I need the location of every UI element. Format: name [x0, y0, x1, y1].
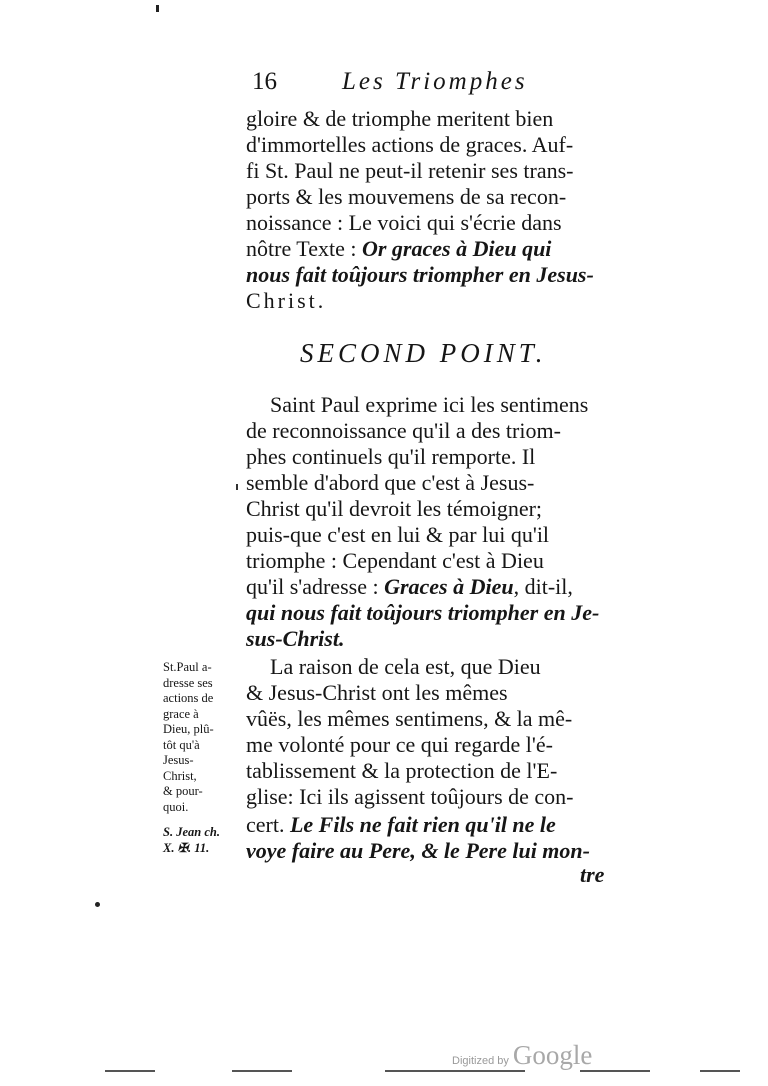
page-header: [252, 68, 528, 96]
quote-lead: nôtre Texte :: [246, 236, 362, 261]
ink-dot: [95, 902, 100, 907]
body-line: [246, 574, 573, 600]
body-line: noissance : Le voici qui s'écrie dans: [246, 210, 562, 235]
scan-edge-line: [580, 1070, 650, 1072]
scan-edge-line: [700, 1070, 740, 1072]
body-line: [246, 236, 551, 262]
quote-trail: , dit-il,: [513, 574, 573, 599]
margin-note: [163, 660, 238, 856]
section-heading: SECOND POINT.: [300, 338, 547, 368]
scripture-quote: Le Fils ne fait rien qu'il ne le: [289, 812, 556, 837]
body-line: gloire & de triomphe meritent bien: [246, 106, 554, 131]
margin-note-line: dresse ses: [163, 675, 213, 690]
watermark-prefix: Digitized by: [452, 1055, 509, 1067]
ink-dot: [236, 484, 238, 490]
catchword: tre: [580, 862, 605, 887]
margin-reference: X. ✠. 11.: [163, 840, 210, 855]
scan-edge-line: [385, 1070, 525, 1072]
margin-note-line: quoi.: [163, 799, 189, 814]
quote-lead: qu'il s'adresse :: [246, 574, 385, 599]
scripture-quote: Or graces à Dieu qui: [361, 236, 552, 261]
scan-edge-line: [232, 1070, 292, 1072]
google-watermark: [452, 1040, 592, 1071]
scripture-quote: Christ.: [246, 288, 327, 313]
body-line: triomphe : Cependant c'est à Dieu: [246, 548, 544, 573]
body-line: fi St. Paul ne peut-il retenir ses trans-: [246, 158, 574, 183]
scripture-quote: voye faire au Pere, & le Pere lui mon-: [246, 838, 590, 863]
body-line: La raison de cela est, que Dieu: [270, 654, 541, 679]
margin-note-line: Christ,: [163, 768, 197, 783]
margin-reference: S. Jean ch.: [163, 825, 220, 839]
body-line: ports & les mouvemens de sa recon-: [246, 184, 567, 209]
quote-lead: cert.: [246, 812, 290, 837]
margin-note-line: Dieu, plû-: [163, 722, 214, 736]
body-line: me volonté pour ce qui regarde l'é-: [246, 732, 553, 757]
margin-note-line: & pour-: [163, 784, 203, 798]
body-line: glise: Ici ils agissent toûjours de con-: [246, 784, 574, 809]
body-line: phes continuels qu'il remporte. Il: [246, 444, 536, 469]
margin-note-line: Jesus-: [163, 753, 194, 767]
margin-note-line: actions de: [163, 691, 214, 705]
margin-note-line: St.Paul a-: [163, 660, 212, 674]
scripture-quote: Graces à Dieu: [384, 574, 514, 599]
running-head: Les Triomphes: [342, 68, 528, 95]
body-line: de reconnoissance qu'il a des triom-: [246, 418, 561, 443]
body-line: tablissement & la protection de l'E-: [246, 758, 558, 783]
body-line: Saint Paul exprime ici les sentimens: [270, 392, 589, 417]
margin-note-line: tôt qu'à: [163, 737, 200, 752]
body-line: semble d'abord que c'est à Jesus-: [246, 470, 535, 495]
page-number: 16: [252, 68, 277, 95]
scripture-quote: sus-Christ.: [246, 626, 345, 651]
ink-dot: [156, 5, 159, 12]
body-line: & Jesus-Christ ont les mêmes: [246, 680, 508, 705]
scripture-quote: qui nous fait toûjours triompher en Je-: [246, 600, 600, 625]
scan-edge-line: [105, 1070, 155, 1072]
body-line: [246, 812, 556, 838]
google-logo: Google: [512, 1040, 593, 1070]
body-line: d'immortelles actions de graces. Auf-: [246, 132, 574, 157]
scripture-quote: nous fait toûjours triompher en Jesus-: [246, 262, 594, 287]
body-line: Christ qu'il devroit les témoigner;: [246, 496, 543, 521]
body-line: puis-que c'est en lui & par lui qu'il: [246, 522, 550, 547]
body-line: vûës, les mêmes sentimens, & la mê-: [246, 706, 573, 731]
margin-note-line: grace à: [163, 706, 199, 721]
